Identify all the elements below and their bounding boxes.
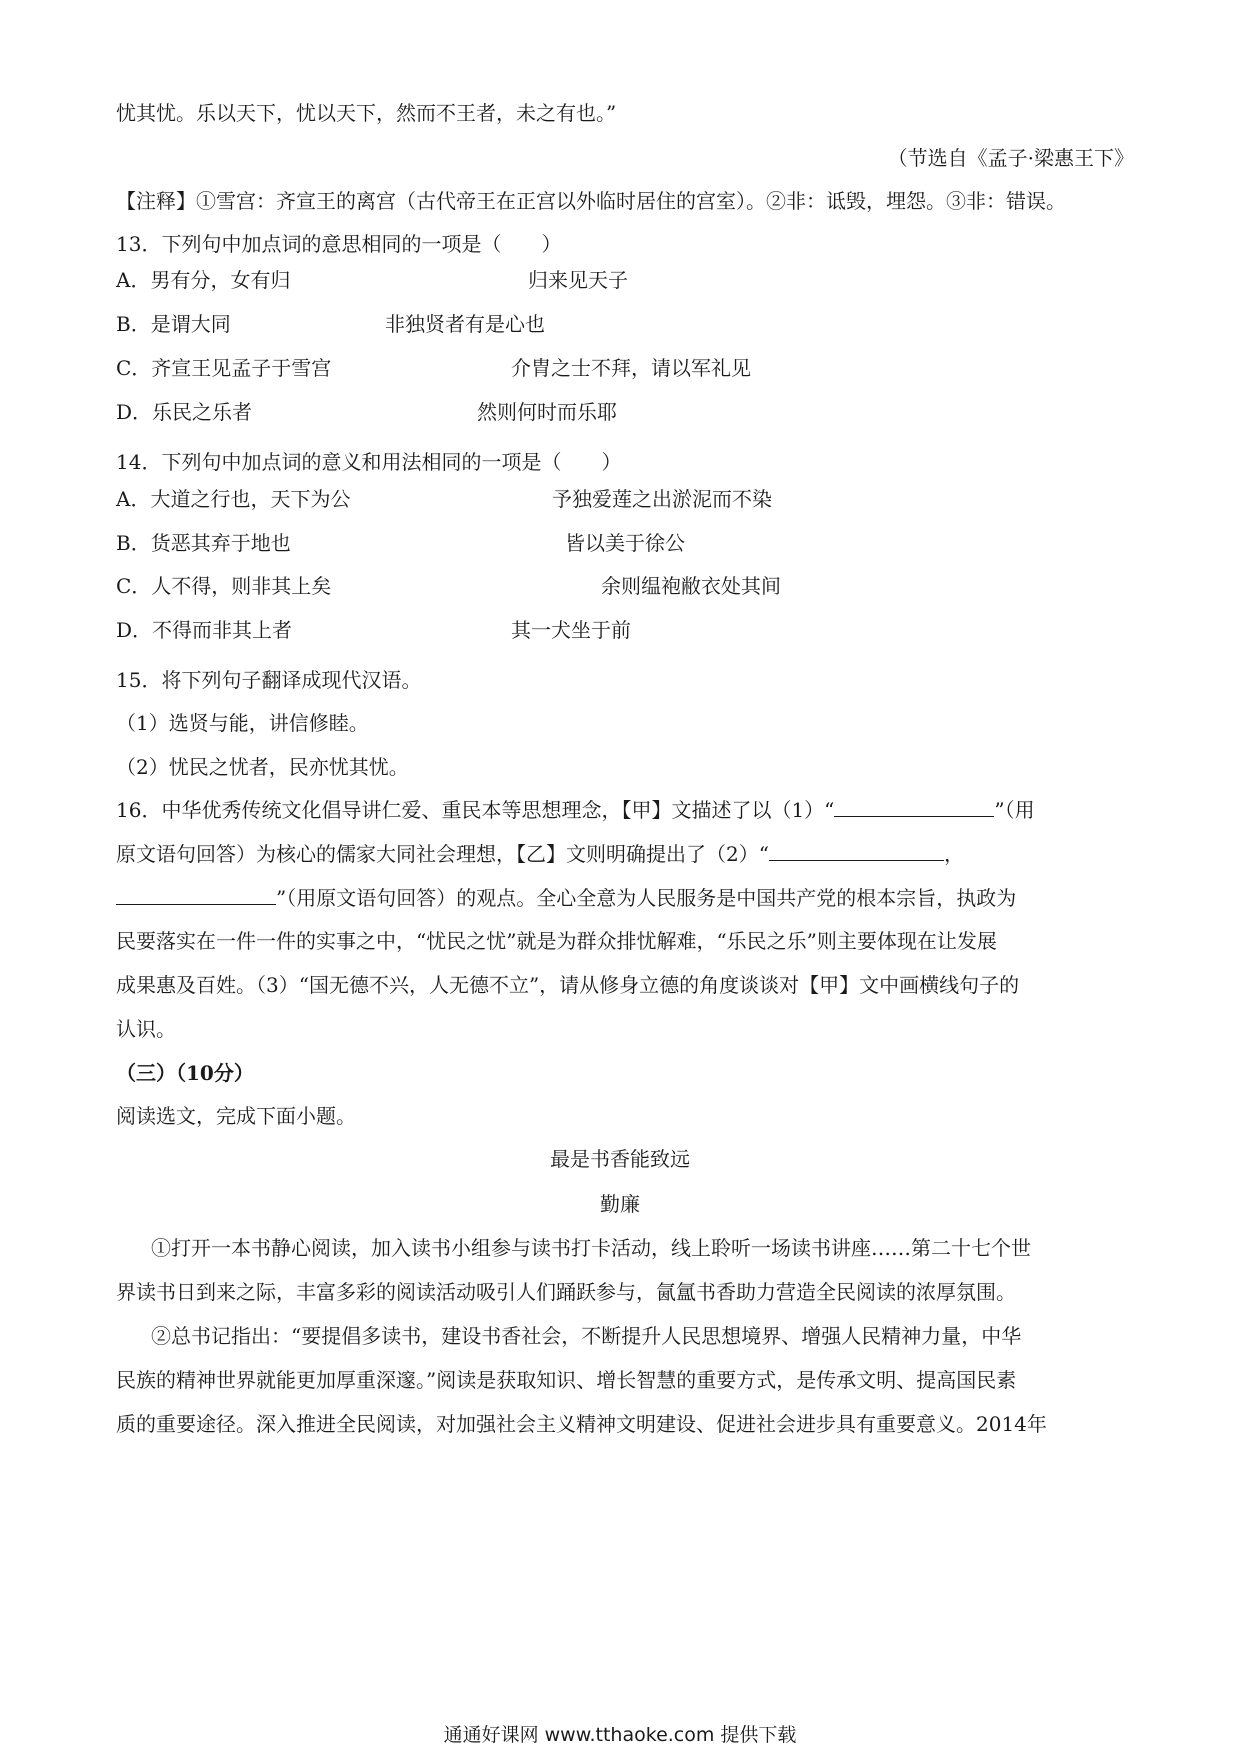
q13-option-d-left: D．乐民之乐者	[116, 400, 253, 424]
q13-option-d-right: 然则何时而乐耶	[477, 400, 617, 424]
q13-option-a-right: 归来见天子	[528, 268, 628, 292]
q14-option-a-right: 予独爱莲之出淤泥而不染	[552, 487, 772, 511]
q14-option-d-right: 其一犬坐于前	[511, 618, 631, 642]
q16-line-2-tail: ，	[943, 842, 964, 866]
q13-option-c-left: C．齐宣王见孟子于雪宫	[116, 356, 332, 380]
q14-option-c-left: C．人不得，则非其上矣	[116, 574, 332, 598]
q16-line-3-text: ”（用原文语句回答）的观点。全心全意为人民服务是中国共产党的根本宗旨，执政为	[276, 886, 1017, 910]
article-author: 勤廉	[600, 1192, 640, 1216]
article-paragraph-line: 界读书日到来之际，丰富多彩的阅读活动吸引人们踊跃参与，氤氲书香助力营造全民阅读的浓厚氛围。	[116, 1280, 1016, 1304]
answer-blank-1[interactable]	[834, 796, 994, 817]
q14-option-b-left: B．货恶其弃于地也	[116, 531, 291, 555]
q13-option-c-right: 介胄之士不拜，请以军礼见	[511, 356, 751, 380]
section-3-heading: （三）（10分）	[116, 1061, 254, 1085]
article-paragraph-line: 质的重要途径。深入推进全民阅读，对加强社会主义精神文明建设、促进社会进步具有重要意义。2014年	[116, 1412, 1047, 1436]
article-paragraph-line: ②总书记指出：“要提倡多读书，建设书香社会，不断提升人民思想境界、增强人民精神力量，中华	[151, 1324, 1022, 1348]
source-citation: （节选自《孟子·梁惠王下》	[887, 146, 1134, 170]
q16-line-2-text: 原文语句回答）为核心的儒家大同社会理想，【乙】文则明确提出了（2）“	[116, 842, 769, 866]
q13-option-b-left: B．是谓大同	[116, 312, 231, 336]
q15-item-1: （1）选贤与能，讲信修睦。	[116, 711, 369, 735]
q13-option-b-right: 非独贤者有是心也	[385, 312, 545, 336]
q16-line-5: 成果惠及百姓。（3）“国无德不兴，人无德不立”，请从修身立德的角度谈谈对【甲】文中画横线句子的	[116, 973, 1020, 997]
article-title: 最是书香能致远	[550, 1147, 690, 1171]
q16-line-3	[116, 882, 1016, 911]
question-15-stem: 15．将下列句子翻译成现代汉语。	[116, 668, 422, 692]
answer-blank-2[interactable]	[769, 840, 944, 861]
question-14-stem: 14．下列句中加点词的意义和用法相同的一项是（ ）	[116, 450, 622, 474]
article-paragraph-line: ①打开一本书静心阅读，加入读书小组参与读书打卡活动，线上聆听一场读书讲座……第二十七个世	[151, 1236, 1031, 1260]
q15-item-2: （2）忧民之忧者，民亦忧其忧。	[116, 755, 409, 779]
reading-instruction: 阅读选文，完成下面小题。	[116, 1104, 356, 1128]
q16-line-1-text: 16．中华优秀传统文化倡导讲仁爱、重民本等思想理念，【甲】文描述了以（1）“	[116, 798, 835, 822]
q13-option-a-left: A．男有分，女有归	[116, 268, 291, 292]
answer-blank-3[interactable]	[116, 884, 276, 905]
page-footer: 通通好课网 www.tthaoke.com 提供下载	[443, 1724, 797, 1746]
q16-line-2	[116, 838, 964, 867]
q16-line-1	[116, 794, 1035, 823]
q14-option-b-right: 皆以美于徐公	[565, 531, 685, 555]
q16-line-6: 认识。	[116, 1017, 176, 1041]
annotation-note: 【注释】①雪宫：齐宣王的离宫（古代帝王在正宫以外临时居住的宫室）。②非：诋毁，埋怨。③非：错误。	[116, 189, 1066, 213]
q14-option-a-left: A．大道之行也，天下为公	[116, 487, 351, 511]
question-13-stem: 13．下列句中加点词的意思相同的一项是（ ）	[116, 232, 562, 256]
q16-line-4: 民要落实在一件一件的实事之中，“忧民之忧”就是为群众排忧解难，“乐民之乐”则主要体现在让发展	[116, 929, 997, 953]
q16-line-1-tail: ”（用	[994, 798, 1035, 822]
passage-tail-line: 忧其忧。乐以天下，忧以天下，然而不王者，未之有也。”	[116, 101, 617, 125]
article-paragraph-line: 民族的精神世界就能更加厚重深邃。”阅读是获取知识、增长智慧的重要方式，是传承文明、提高国民素	[116, 1368, 1017, 1392]
q14-option-c-right: 余则缊袍敝衣处其间	[601, 574, 781, 598]
q14-option-d-left: D．不得而非其上者	[116, 618, 293, 642]
